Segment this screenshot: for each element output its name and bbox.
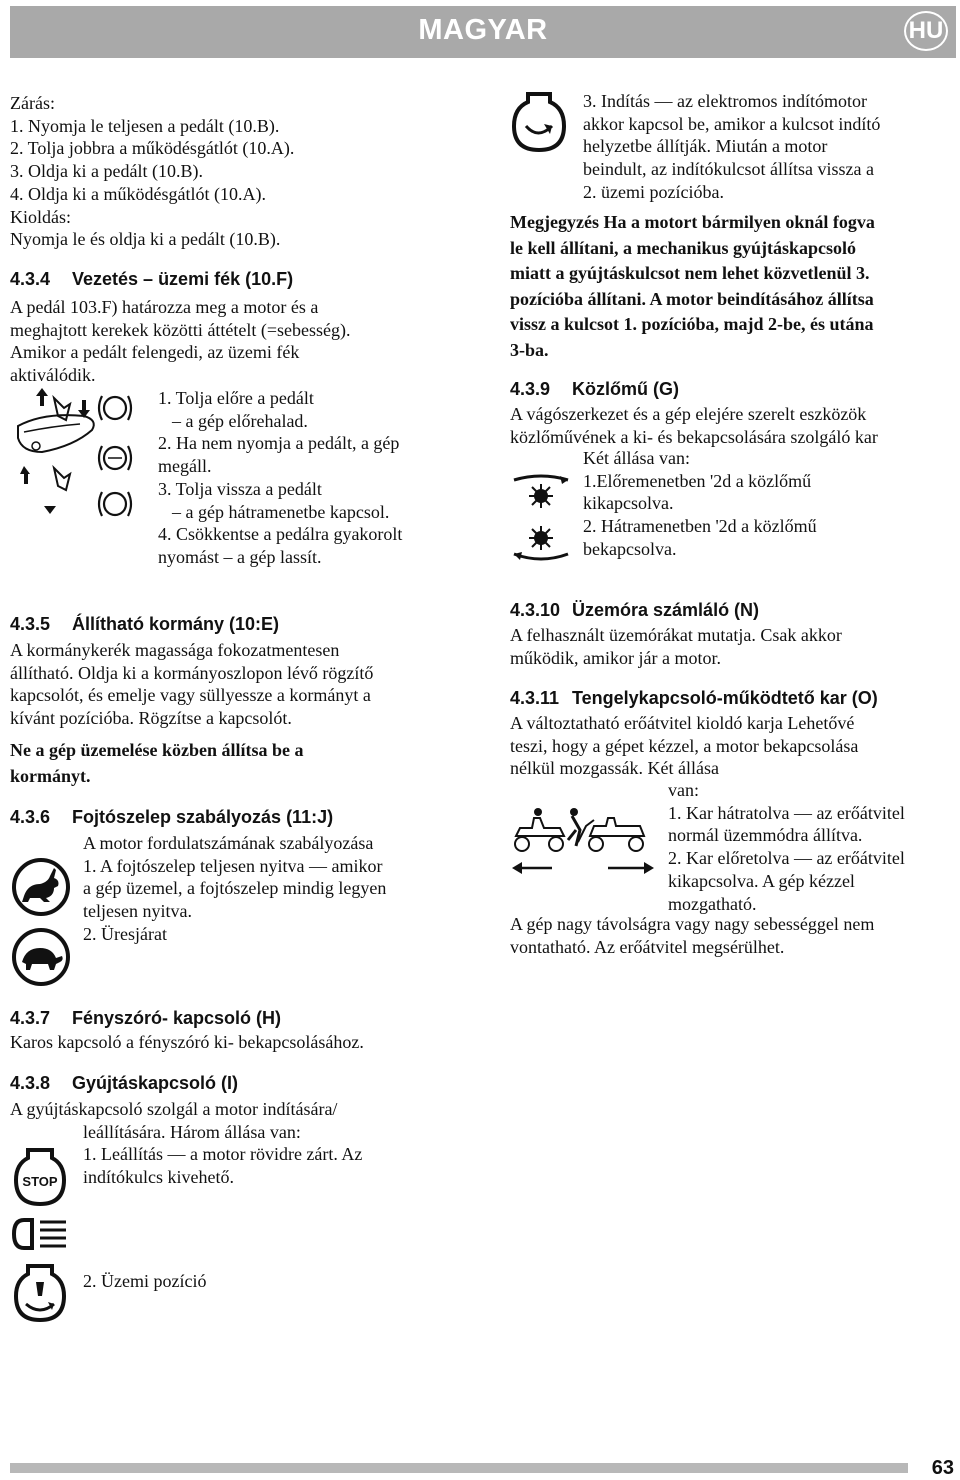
text-line: kikapcsolva. xyxy=(583,493,674,514)
ignition-start-icon xyxy=(10,1262,70,1326)
text-line: A kormánykerék magassága fokozatmentesen xyxy=(10,640,340,660)
section-heading-438: 4.3.8 Gyújtáskapcsoló (I) xyxy=(10,1073,239,1093)
text-line: mozgatható. xyxy=(668,893,757,914)
start-position-text xyxy=(583,90,880,204)
text-line: vissz a kulcsot 1. pozícióba, majd 2-be, és utána xyxy=(510,314,874,334)
text-line: Amikor a pedált felengedi, az üzemi fék xyxy=(10,342,300,363)
stop-label: STOP xyxy=(22,1174,58,1189)
section-body-4310 xyxy=(510,624,842,669)
text-line: 1. Kar hátratolva — az erőátvitel xyxy=(668,802,905,823)
text-line: le kell állítani, a mechanikus gyújtáskapcsoló xyxy=(510,237,857,258)
text-line: kívánt pozícióba. Rögzítse a kapcsolót. xyxy=(10,708,292,729)
text-line: Két állása van: xyxy=(583,448,690,468)
text-line: 2. üzemi pozícióba. xyxy=(583,181,724,202)
section-heading-437: 4.3.7 Fényszóró- kapcsoló (H) xyxy=(10,1008,282,1028)
section-heading-436: 4.3.6 Fojtószelep szabályozás (11:J) xyxy=(10,807,334,827)
text-line: 4. Oldja ki a működésgátlót (10.A). xyxy=(10,183,266,204)
section-body-437 xyxy=(10,1031,364,1054)
text-line: meghajtott kerekek közötti áttételt (=sebesség). xyxy=(10,319,351,340)
text-line: A vágószerkezet és a gép elejére szerelt eszközök xyxy=(510,404,867,424)
ignition-start-position-icon xyxy=(508,90,570,156)
text-line: bekapcsolva. xyxy=(583,538,677,559)
section-body-439 xyxy=(510,403,878,448)
text-line: 3. Tolja vissza a pedált xyxy=(158,478,322,499)
freewheel-positions xyxy=(668,779,905,915)
page-header xyxy=(10,6,956,58)
lock-instructions xyxy=(10,92,294,251)
text-line: miatt a gyújtáskulcsot nem lehet közvetlenül 3. xyxy=(510,263,870,283)
pedal-steps xyxy=(158,387,402,569)
text-line: A felhasznált üzemórákat mutatja. Csak akkor xyxy=(510,625,842,645)
footer-bar xyxy=(10,1463,908,1473)
text-line: nyomást – a gép lassít. xyxy=(158,546,322,567)
pedal-neutral-icon xyxy=(96,442,134,474)
section-body-4311 xyxy=(510,712,858,780)
text-line: kormányt. xyxy=(10,765,91,786)
text-line: 3. Oldja ki a pedált (10.B). xyxy=(10,161,203,182)
freewheel-lever-diagram-icon xyxy=(508,800,658,880)
text-line: pozícióba állítani. A motor beindításához állítsa xyxy=(510,288,874,309)
text-line: a gép üzemel, a fojtószelep mindig legyen xyxy=(83,878,387,899)
language-badge: HU xyxy=(904,11,948,51)
pedal-reverse-icon xyxy=(96,488,134,520)
text-line: megáll. xyxy=(158,456,212,477)
ignition-pos2: 2. Üzemi pozíció xyxy=(83,1271,207,1291)
text-line: 2. Hátramenetben '2d a közlőmű xyxy=(583,516,817,537)
text-line: normál üzemmódra állítva. xyxy=(668,825,863,846)
text-line: teljesen nyitva. xyxy=(83,901,192,922)
text-line: Nyomja le és oldja ki a pedált (10.B). xyxy=(10,229,281,250)
ignition-stop-icon xyxy=(10,1146,70,1210)
text-line: működik, amikor jár a motor. xyxy=(510,647,721,668)
freewheel-warning xyxy=(510,913,874,958)
text-line: – a gép előrehalad. xyxy=(172,410,308,431)
text-line: állítható. Oldja ki a kormányoszlopon lévő rögzítő xyxy=(10,662,374,683)
section-body-436 xyxy=(83,832,386,946)
section-heading-434: 4.3.4 Vezetés – üzemi fék (10.F) xyxy=(10,269,294,289)
text-line: 4. Csökkentse a pedálra gyakorolt xyxy=(158,524,403,545)
page-number: 63 xyxy=(931,1457,954,1479)
text-line: teszi, hogy a gépet kézzel, a motor bekapcsolása xyxy=(510,735,859,756)
header-title: MAGYAR xyxy=(418,14,548,46)
section-body-434 xyxy=(10,296,351,387)
text-line: Ne a gép üzemelése közben állítsa be a xyxy=(10,740,304,760)
text-line: helyzetbe állítják. Miután a motor xyxy=(583,136,828,157)
text-line: 2. Ha nem nyomja a pedált, a gép xyxy=(158,433,400,454)
text-line: 1. Nyomja le teljesen a pedált (10.B). xyxy=(10,115,280,136)
text-line: 2. Kar előretolva — az erőátvitel xyxy=(668,848,905,869)
text-line: Kioldás: xyxy=(10,206,71,227)
section-heading-4310: 4.3.10 Üzemóra számláló (N) xyxy=(510,600,760,620)
text-line: nélkül mozgassák. Két állása xyxy=(510,758,719,779)
text-line: vontatható. Az erőátvitel megsérülhet. xyxy=(510,936,785,957)
text-line: A pedál 103.F) határozza meg a motor és a xyxy=(10,297,319,317)
text-line: aktiválódik. xyxy=(10,365,96,386)
text-line: 1. Leállítás — a motor rövidre zárt. Az xyxy=(83,1144,363,1165)
text-line: 2. Üresjárat xyxy=(83,923,167,944)
rabbit-fast-icon xyxy=(10,856,72,918)
text-line: A motor fordulatszámának szabályozása xyxy=(83,833,374,853)
warning-435 xyxy=(10,738,303,789)
pedal-forward-icon xyxy=(96,392,134,424)
text-line: közlőművének a ki- és bekapcsolására szolgáló kar xyxy=(510,426,878,447)
section-heading-435: 4.3.5 Állítható kormány (10:E) xyxy=(10,614,280,634)
text-line: A gyújtáskapcsoló szolgál a motor indítására/ xyxy=(10,1099,338,1119)
section-heading-439: 4.3.9 Közlőmű (G) xyxy=(510,379,679,399)
text-line: Karos kapcsoló a fényszóró ki- bekapcsolásához. xyxy=(10,1032,364,1052)
pto-reverse-icon xyxy=(510,520,572,564)
text-line: 1. A fojtószelep teljesen nyitva — amikor xyxy=(83,855,383,876)
pto-positions xyxy=(583,447,817,561)
pto-forward-icon xyxy=(510,472,572,512)
text-line: indítókulcs kivehető. xyxy=(83,1167,234,1188)
text-line: leállítására. Három állása van: xyxy=(83,1121,301,1142)
turtle-slow-icon xyxy=(10,926,72,988)
text-line: Megjegyzés Ha a motort bármilyen oknál fogva xyxy=(510,212,875,232)
text-line: A változtatható erőátvitel kioldó karja Lehetővé xyxy=(510,713,855,733)
section-body-435 xyxy=(10,639,373,730)
section-heading-4311: 4.3.11 Tengelykapcsoló-működtető kar (O) xyxy=(510,688,878,708)
text-line: akkor kapcsol be, amikor a kulcsot indító xyxy=(583,113,881,134)
text-line: kapcsolót, és emelje vagy süllyessze a kormányt a xyxy=(10,685,371,706)
text-line: kikapcsolva. A gép kézzel xyxy=(668,870,855,891)
text-line: Zárás: xyxy=(10,93,55,113)
ignition-note xyxy=(510,210,875,363)
text-line: van: xyxy=(668,780,699,800)
text-line: A gép nagy távolságra vagy nagy sebességgel nem xyxy=(510,914,875,934)
text-line: 3. Indítás — az elektromos indítómotor xyxy=(583,91,867,111)
text-line: 3-ba. xyxy=(510,339,549,360)
text-line: – a gép hátramenetbe kapcsol. xyxy=(172,501,390,522)
ignition-run-icon xyxy=(10,1214,70,1254)
text-line: 2. Tolja jobbra a működésgátlót (10.A). xyxy=(10,138,295,159)
text-line: beindult, az indítókulcsot állítsa vissza a xyxy=(583,159,874,180)
text-line: 1.Előremenetben '2d a közlőmű xyxy=(583,470,812,491)
text-line: 1. Tolja előre a pedált xyxy=(158,388,314,408)
